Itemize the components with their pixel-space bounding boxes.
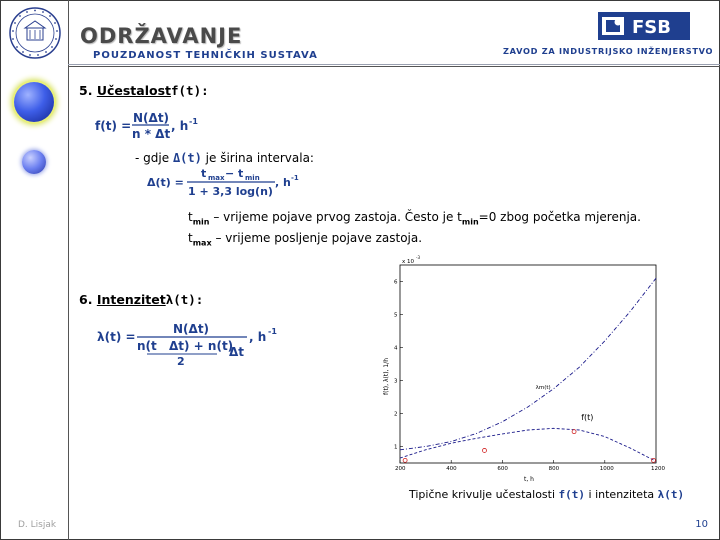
formula-l-den-left: n(t <box>137 339 157 353</box>
gdje-suffix: je širina intervala: <box>205 151 314 165</box>
tmin-symbol: t <box>188 210 193 224</box>
tmin-sub: min <box>192 217 210 227</box>
formula-f-denominator: n * Δt <box>132 127 171 141</box>
x-tick-label: 600 <box>497 466 508 472</box>
series-label: λm(t) <box>535 384 551 391</box>
section6-number: 6. <box>79 292 93 307</box>
formula-l-den-two: 2 <box>177 355 185 368</box>
formula-d-num-a-sub: max <box>208 174 225 182</box>
y-tick-label: 6 <box>394 279 398 286</box>
formula-l-unit: , h <box>249 330 267 344</box>
chart-y-multiplier-exp: -3 <box>416 255 420 260</box>
caption-l-symbol: λ(t) <box>657 488 685 501</box>
page-number: 10 <box>695 519 708 530</box>
formula-d-num-minus: − t <box>225 167 244 180</box>
gdje-prefix: - gdje <box>135 151 170 165</box>
left-divider <box>68 0 69 540</box>
chart-x-label: t, h <box>524 476 534 483</box>
y-tick-label: 4 <box>394 345 398 352</box>
failure-curves-chart <box>376 255 666 483</box>
formula-f-numerator: N(Δt) <box>133 111 170 125</box>
slide-title: ODRŽAVANJE <box>80 24 243 48</box>
formula-interval-width <box>147 165 317 201</box>
x-tick-label: 800 <box>548 466 560 472</box>
section5-name: Učestalost <box>96 83 171 98</box>
tmin-sub2: min <box>461 217 479 227</box>
section6-symbol: λ(t): <box>165 292 204 307</box>
tmax-line <box>188 231 422 247</box>
tmax-text: – vrijeme posljenje pojave zastoja. <box>215 231 423 245</box>
chart-y-label: f(t), λ(t), 1/h <box>383 357 390 395</box>
footer-author: D. Lisjak <box>18 520 57 530</box>
x-tick-label: 1200 <box>651 466 665 472</box>
institute-name: ZAVOD ZA INDUSTRIJSKO INŽENJERSTVO <box>503 46 714 56</box>
x-tick-label: 1000 <box>599 466 614 472</box>
gdje-line <box>135 151 314 165</box>
chart-plot-area <box>400 265 656 463</box>
formula-frequency <box>95 108 215 146</box>
section5-symbol: f(t): <box>171 83 209 98</box>
header-divider-thin <box>68 64 720 65</box>
tmin-text2: =0 zbog početka mjerenja. <box>478 210 641 224</box>
tmin-line <box>188 210 641 226</box>
formula-l-den-mid: Δt) + n(t) <box>169 339 234 353</box>
section5-number: 5. <box>79 83 93 98</box>
gdje-symbol: Δ(t) <box>172 151 202 165</box>
header-divider <box>68 66 720 67</box>
section5-heading <box>79 83 209 98</box>
caption-prefix: Tipične krivulje učestalosti <box>409 488 556 501</box>
tmin-text: – vrijeme pojave prvog zastoja. Često je t <box>213 210 462 224</box>
formula-d-num-b-sub: min <box>245 174 260 182</box>
caption-f-symbol: f(t) <box>558 488 586 501</box>
y-tick-label: 3 <box>394 378 398 385</box>
formula-l-lhs: λ(t) = <box>97 330 136 344</box>
slide-subtitle: POUZDANOST TEHNIČKIH SUSTAVA <box>93 50 318 61</box>
chart-caption <box>409 488 684 501</box>
formula-f-unit-exp: -1 <box>189 117 198 126</box>
chart-y-multiplier: x 10 <box>402 259 415 265</box>
series-label: f(t) <box>581 413 594 422</box>
formula-d-unit: , h <box>275 176 291 189</box>
x-tick-label: 400 <box>446 466 457 472</box>
fsb-logo-text: FSB <box>632 17 671 38</box>
formula-d-lhs: Δ(t) = <box>147 176 184 189</box>
formula-l-unit-exp: -1 <box>268 327 277 336</box>
formula-l-numerator: N(Δt) <box>173 322 210 336</box>
y-tick-label: 2 <box>394 411 398 418</box>
caption-middle: i intenziteta <box>588 488 655 501</box>
university-seal-icon <box>8 6 62 60</box>
formula-l-den-right: Δt <box>229 345 245 359</box>
formula-d-num-a: t <box>201 167 207 180</box>
tmax-sub: max <box>192 238 212 248</box>
section6-heading <box>79 292 203 307</box>
formula-f-lhs: f(t) = <box>95 119 132 133</box>
formula-d-unit-exp: -1 <box>291 174 299 182</box>
bullet-ball-large-icon <box>14 82 54 122</box>
section6-name: Intenzitet <box>96 292 166 307</box>
formula-f-unit: , h <box>171 119 189 133</box>
y-tick-label: 1 <box>394 444 398 451</box>
formula-intensity <box>97 320 287 370</box>
x-tick-label: 200 <box>395 466 406 472</box>
bullet-ball-small-icon <box>22 150 46 174</box>
fsb-logo <box>598 12 690 40</box>
y-tick-label: 5 <box>394 312 398 319</box>
tmax-symbol: t <box>188 231 193 245</box>
formula-d-denominator: 1 + 3,3 log(n) <box>188 185 273 198</box>
